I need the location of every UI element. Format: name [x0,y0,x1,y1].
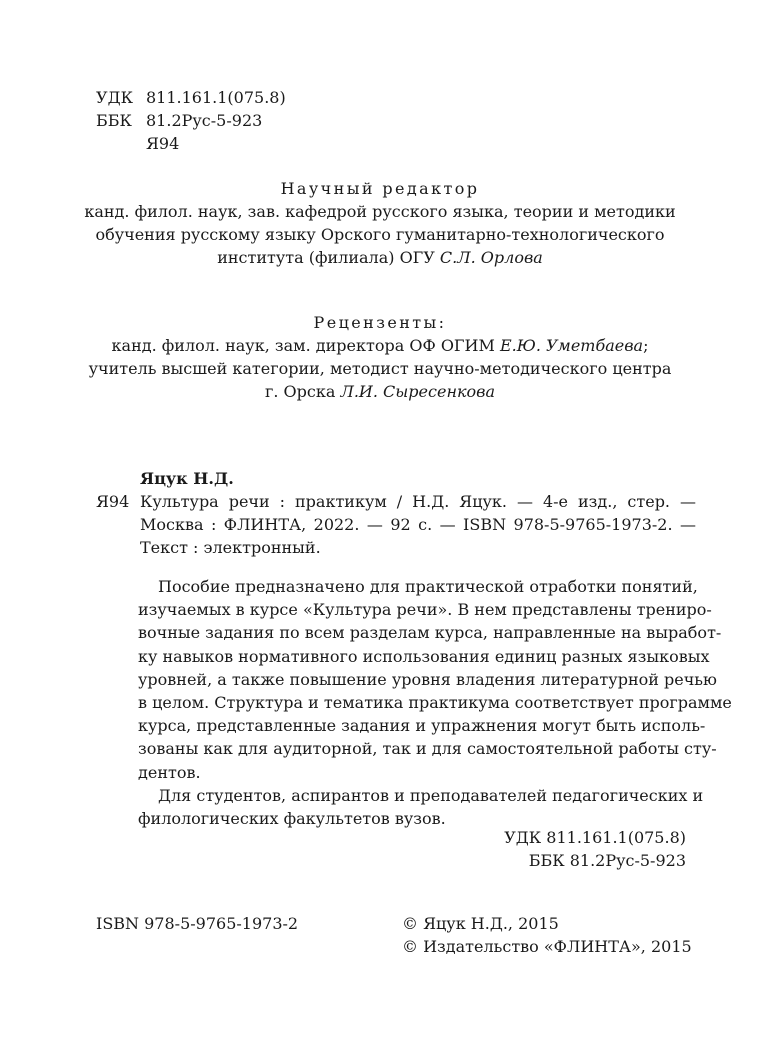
abstract-line: вочные задания по всем разделам курса, направленные на выработ- [138,623,722,643]
biblio-description [96,490,696,559]
reviewers-heading: Рецензенты: [313,313,447,332]
abstract-paragraph-1 [138,575,732,784]
abstract-line: Пособие предназначено для практической отработки понятий, [158,577,698,596]
copyright-author: © Яцук Н.Д., 2015 [402,914,559,933]
classification-codes [480,826,686,872]
classification-block [96,86,286,155]
udk-value: 811.161.1(075.8) [146,88,286,107]
reviewers-block [80,311,680,403]
abstract-line: изучаемых в курсе «Культура речи». В нем представлены трениро- [138,600,712,620]
bbk-row [96,109,286,132]
bbk-value: 81.2Рус-5-923 [146,111,263,130]
udk-label: УДК [96,88,133,107]
reviewer-line-1 [80,334,680,357]
reviewer-1-position: канд. филол. наук, зам. директора ОФ ОГИМ [111,336,500,355]
biblio-line-3: Текст : электронный. [140,538,321,557]
bbk-code: ББК 81.2Рус-5-923 [528,851,686,870]
reviewer-line-2: учитель высшей категории, методист научно-методического центра [88,359,672,378]
copyright-publisher: © Издательство «ФЛИНТА», 2015 [402,937,692,956]
editor-heading: Научный редактор [280,179,480,198]
scientific-editor-block [80,177,680,269]
reviewer-1-name: Е.Ю. Уметбаева [499,336,644,355]
editor-line-3 [80,246,680,269]
abstract [138,575,732,830]
biblio-line-2: Москва : ФЛИНТА, 2022. — 92 с. — ISBN 978-5-9765-1973-2. — [140,515,696,534]
abstract-line: в целом. Структура и тематика практикума соответствует программе [138,693,732,713]
editor-line-2: обучения русскому языку Орского гуманитарно-технологического [95,225,665,244]
isbn: ISBN 978-5-9765-1973-2 [96,914,299,933]
biblio-author: Яцук Н.Д. [140,469,234,488]
abstract-line: уровней, а также повышение уровня владения литературной речью [138,669,717,689]
biblio-author-sign: Я94 [96,492,130,511]
author-sign: Я94 [146,134,180,153]
abstract-line: Для студентов, аспирантов и преподавателей педагогических и [158,785,704,805]
abstract-line: филологических факультетов вузов. [138,809,446,829]
reviewer-2-city: г. Орска [264,382,341,401]
editor-affiliation: института (филиала) ОГУ [217,248,440,267]
reviewer-2-name: Л.И. Сыресенкова [340,382,496,401]
editor-line-1: канд. филол. наук, зав. кафедрой русского языка, теории и методики [84,202,676,221]
udk-code: УДК 811.161.1(075.8) [504,828,686,847]
abstract-paragraph-2 [138,784,704,830]
bibliographic-entry [96,467,696,559]
abstract-line: дентов. [138,762,201,782]
abstract-line: ку навыков нормативного использования единиц разных языковых [138,646,710,666]
abstract-line: курса, представленные задания и упражнения могут быть исполь- [138,716,706,736]
editor-name: С.Л. Орлова [439,248,543,267]
biblio-line-1: Культура речи : практикум / Н.Д. Яцук. — 4-е изд., стер. — [140,492,696,511]
copyright-block [402,912,692,958]
udk-row [96,86,286,109]
reviewer-line-3 [80,380,680,403]
reviewer-1-suffix: ; [643,336,649,355]
bbk-label: ББК [96,111,132,130]
abstract-line: зованы как для аудиторной, так и для самостоятельной работы сту- [138,739,717,759]
